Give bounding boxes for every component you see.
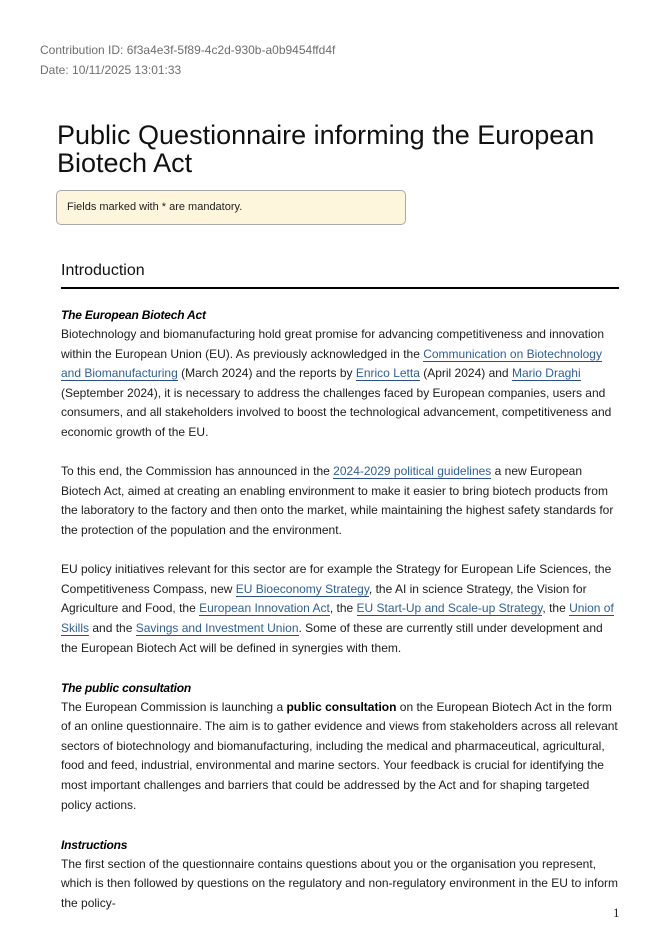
link-enrico-letta[interactable]: Enrico Letta — [355, 366, 420, 381]
link-mario-draghi[interactable]: Mario Draghi — [511, 366, 581, 381]
page-number: 1 — [613, 905, 620, 920]
link-innovation-act[interactable]: European Innovation Act — [199, 601, 330, 616]
section-divider — [61, 287, 619, 289]
link-political-guidelines[interactable]: 2024-2029 political guidelines — [333, 464, 492, 479]
text-span: and the — [89, 620, 136, 635]
text-span: (April 2024) and — [419, 366, 512, 381]
spacer — [61, 815, 621, 835]
spacer — [61, 443, 621, 463]
subheading-biotech-act: The European Biotech Act — [61, 308, 206, 322]
subheading-instructions: Instructions — [61, 837, 128, 852]
text-span: EU policy initiatives relevant for this sector are for example the Strategy for European Life Sciences, the Competitiveness Compass, new — [61, 562, 612, 596]
spacer — [61, 541, 621, 561]
text-span: a new European Biotech Act, aimed at creating an enabling environment to make it easier to bring biotech products from the laboratory to the factory and then onto the market, while maintaining the highest safety standards for the protection of the population and the environment. — [61, 464, 614, 537]
paragraph-political-guidelines — [61, 462, 621, 540]
section-title-introduction: Introduction — [61, 262, 145, 279]
text-span: , the AI in science Strategy, the Vision for Agriculture and Food, the — [61, 581, 587, 616]
page-title: Public Questionnaire informing the European Biotech Act — [57, 120, 595, 178]
emphasis-public-consultation: public consultation — [286, 699, 397, 714]
text-span: (September 2024), it is necessary to address the challenges faced by European companies, users and consumers, and all stakeholders involved to boost the technological advancement, competitiveness and economic growth of the EU. — [61, 385, 612, 439]
submission-date: Date: 10/11/2025 13:01:33 — [40, 63, 182, 77]
link-bioeconomy-strategy[interactable]: EU Bioeconomy Strategy — [235, 581, 369, 596]
link-savings-investment-union[interactable]: Savings and Investment Union — [135, 620, 299, 635]
text-span: on the European Biotech Act in the form of an online questionnaire. The aim is to gather evidence and views from stakeholders across all relevant sectors of biotechnology and biomanufacturing, including the medical and pharmaceutical, agricultural, food and feed, industrial, environmental and marine sectors. Your feedback is crucial for identifying the most important challenges and barriers that could be addressed by the Act and for shaping targeted policy actions. — [61, 699, 618, 812]
introduction-content — [61, 305, 621, 914]
text-span: The European Commission is launching a — [61, 699, 287, 714]
paragraph-biotech-intro — [61, 325, 621, 443]
text-span: (March 2024) and the reports by — [177, 366, 356, 381]
link-communication-biotech[interactable]: Communication on Biotechnology and Biomanufacturing — [61, 346, 602, 381]
paragraph-public-consultation — [61, 698, 621, 816]
submission-meta — [40, 40, 335, 80]
text-span: . Some of these are currently still under development and the European Biotech Act will be defined in synergies with them. — [61, 620, 603, 655]
text-span: , the — [329, 601, 357, 616]
subheading-public-consultation: The public consultation — [61, 680, 192, 695]
contribution-id: Contribution ID: 6f3a4e3f-5f89-4c2d-930b-a0b9454ffd4f — [40, 43, 336, 57]
text-span: , the — [542, 601, 570, 616]
text-span: Biotechnology and biomanufacturing hold great promise for advancing competitiveness and innovation within the European Union (EU). As previously acknowledged in the — [61, 327, 605, 361]
spacer — [61, 658, 621, 678]
paragraph-policy-initiatives — [61, 560, 621, 658]
text-span: To this end, the Commission has announced in the — [61, 464, 334, 479]
link-union-of-skills[interactable]: Union of Skills — [61, 601, 614, 635]
paragraph-instructions: The first section of the questionnaire contains questions about you or the organisation you represent, which is then followed by questions on the regulatory and non-regulatory environment in the EU to inform the policy- — [61, 856, 618, 911]
link-startup-scaleup-strategy[interactable]: EU Start-Up and Scale-up Strategy — [356, 601, 543, 616]
mandatory-fields-notice: Fields marked with * are mandatory. — [56, 190, 406, 225]
